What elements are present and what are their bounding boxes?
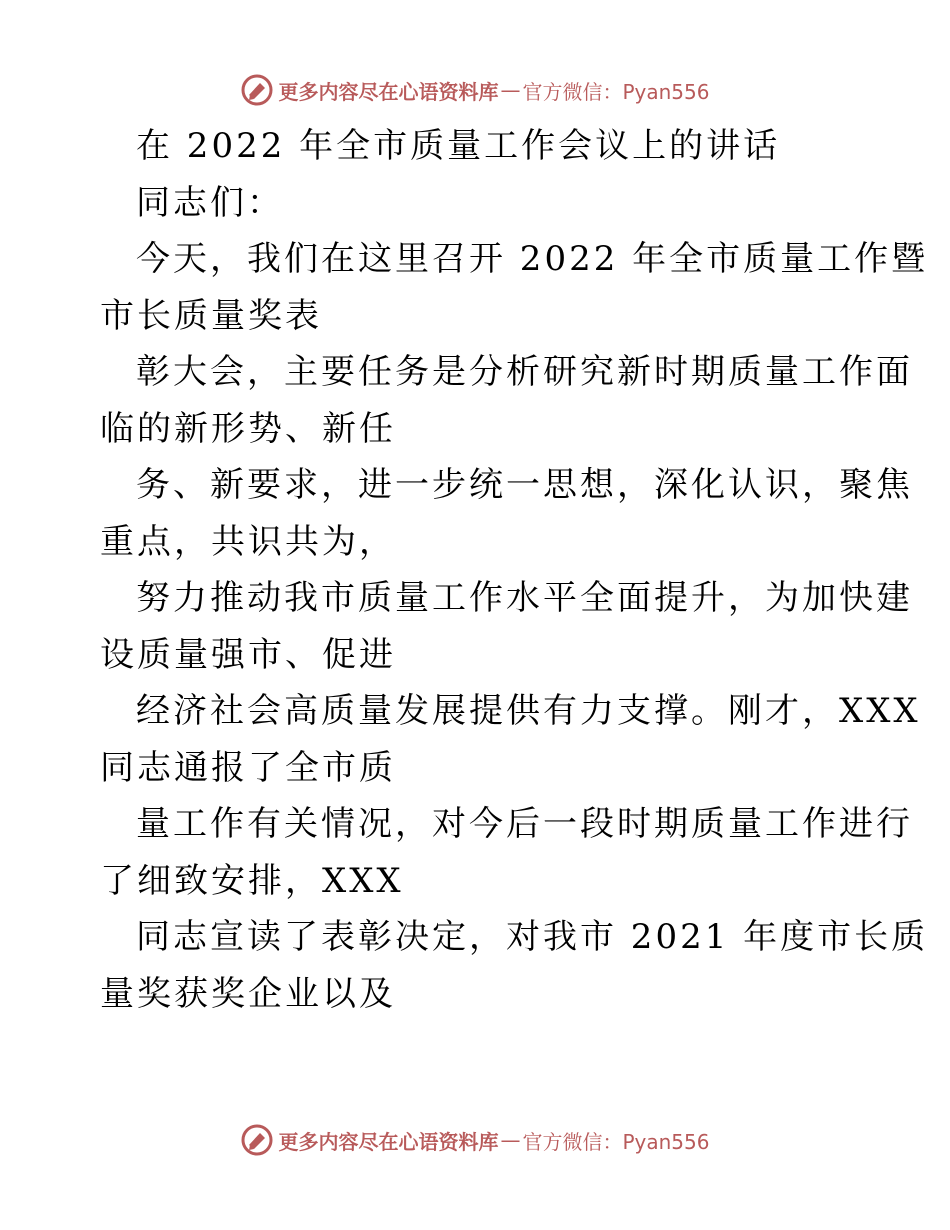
paragraph-line: 彰大会，主要任务是分析研究新时期质量工作面 [136, 352, 913, 392]
header-watermark [0, 68, 950, 112]
paragraph-line: 经济社会高质量发展提供有力支撑。刚才，XXX [136, 691, 921, 731]
brand-logo-icon [240, 1123, 274, 1157]
paragraph-line: 重点，共识共为， [100, 521, 396, 562]
watermark-contact: 官方微信：Pyan556 [522, 79, 710, 104]
watermark-contact: 官方微信：Pyan556 [522, 1129, 710, 1154]
watermark-text: 更多内容尽在心语资料库 [278, 79, 499, 104]
document-title: 在 2022 年全市质量工作会议上的讲话 [136, 126, 781, 166]
paragraph-line: 量工作有关情况，对今后一段时期质量工作进行 [136, 804, 913, 844]
watermark-text: 更多内容尽在心语资料库 [278, 1129, 499, 1154]
watermark-separator: — [500, 78, 521, 102]
paragraph-line: 同志宣读了表彰决定，对我市 2021 年度市长质 [136, 917, 929, 957]
paragraph-line: 了细致安排，XXX [100, 860, 404, 901]
paragraph-line: 市长质量奖表 [100, 295, 322, 336]
document-body [100, 118, 929, 1022]
paragraph-line: 同志通报了全市质 [100, 747, 396, 788]
footer-watermark [0, 1118, 950, 1162]
paragraph-line: 设质量强市、促进 [100, 634, 396, 675]
paragraph-line: 临的新形势、新任 [100, 408, 396, 449]
paragraph-line: 努力推动我市质量工作水平全面提升，为加快建 [136, 578, 913, 618]
brand-logo-icon [240, 73, 274, 107]
salutation: 同志们： [136, 182, 284, 223]
paragraph-line: 今天，我们在这里召开 2022 年全市质量工作暨 [136, 239, 929, 279]
paragraph-line: 务、新要求，进一步统一思想，深化认识，聚焦 [136, 465, 913, 505]
paragraph-line: 量奖获奖企业以及 [100, 973, 396, 1014]
watermark-separator: — [500, 1128, 521, 1152]
